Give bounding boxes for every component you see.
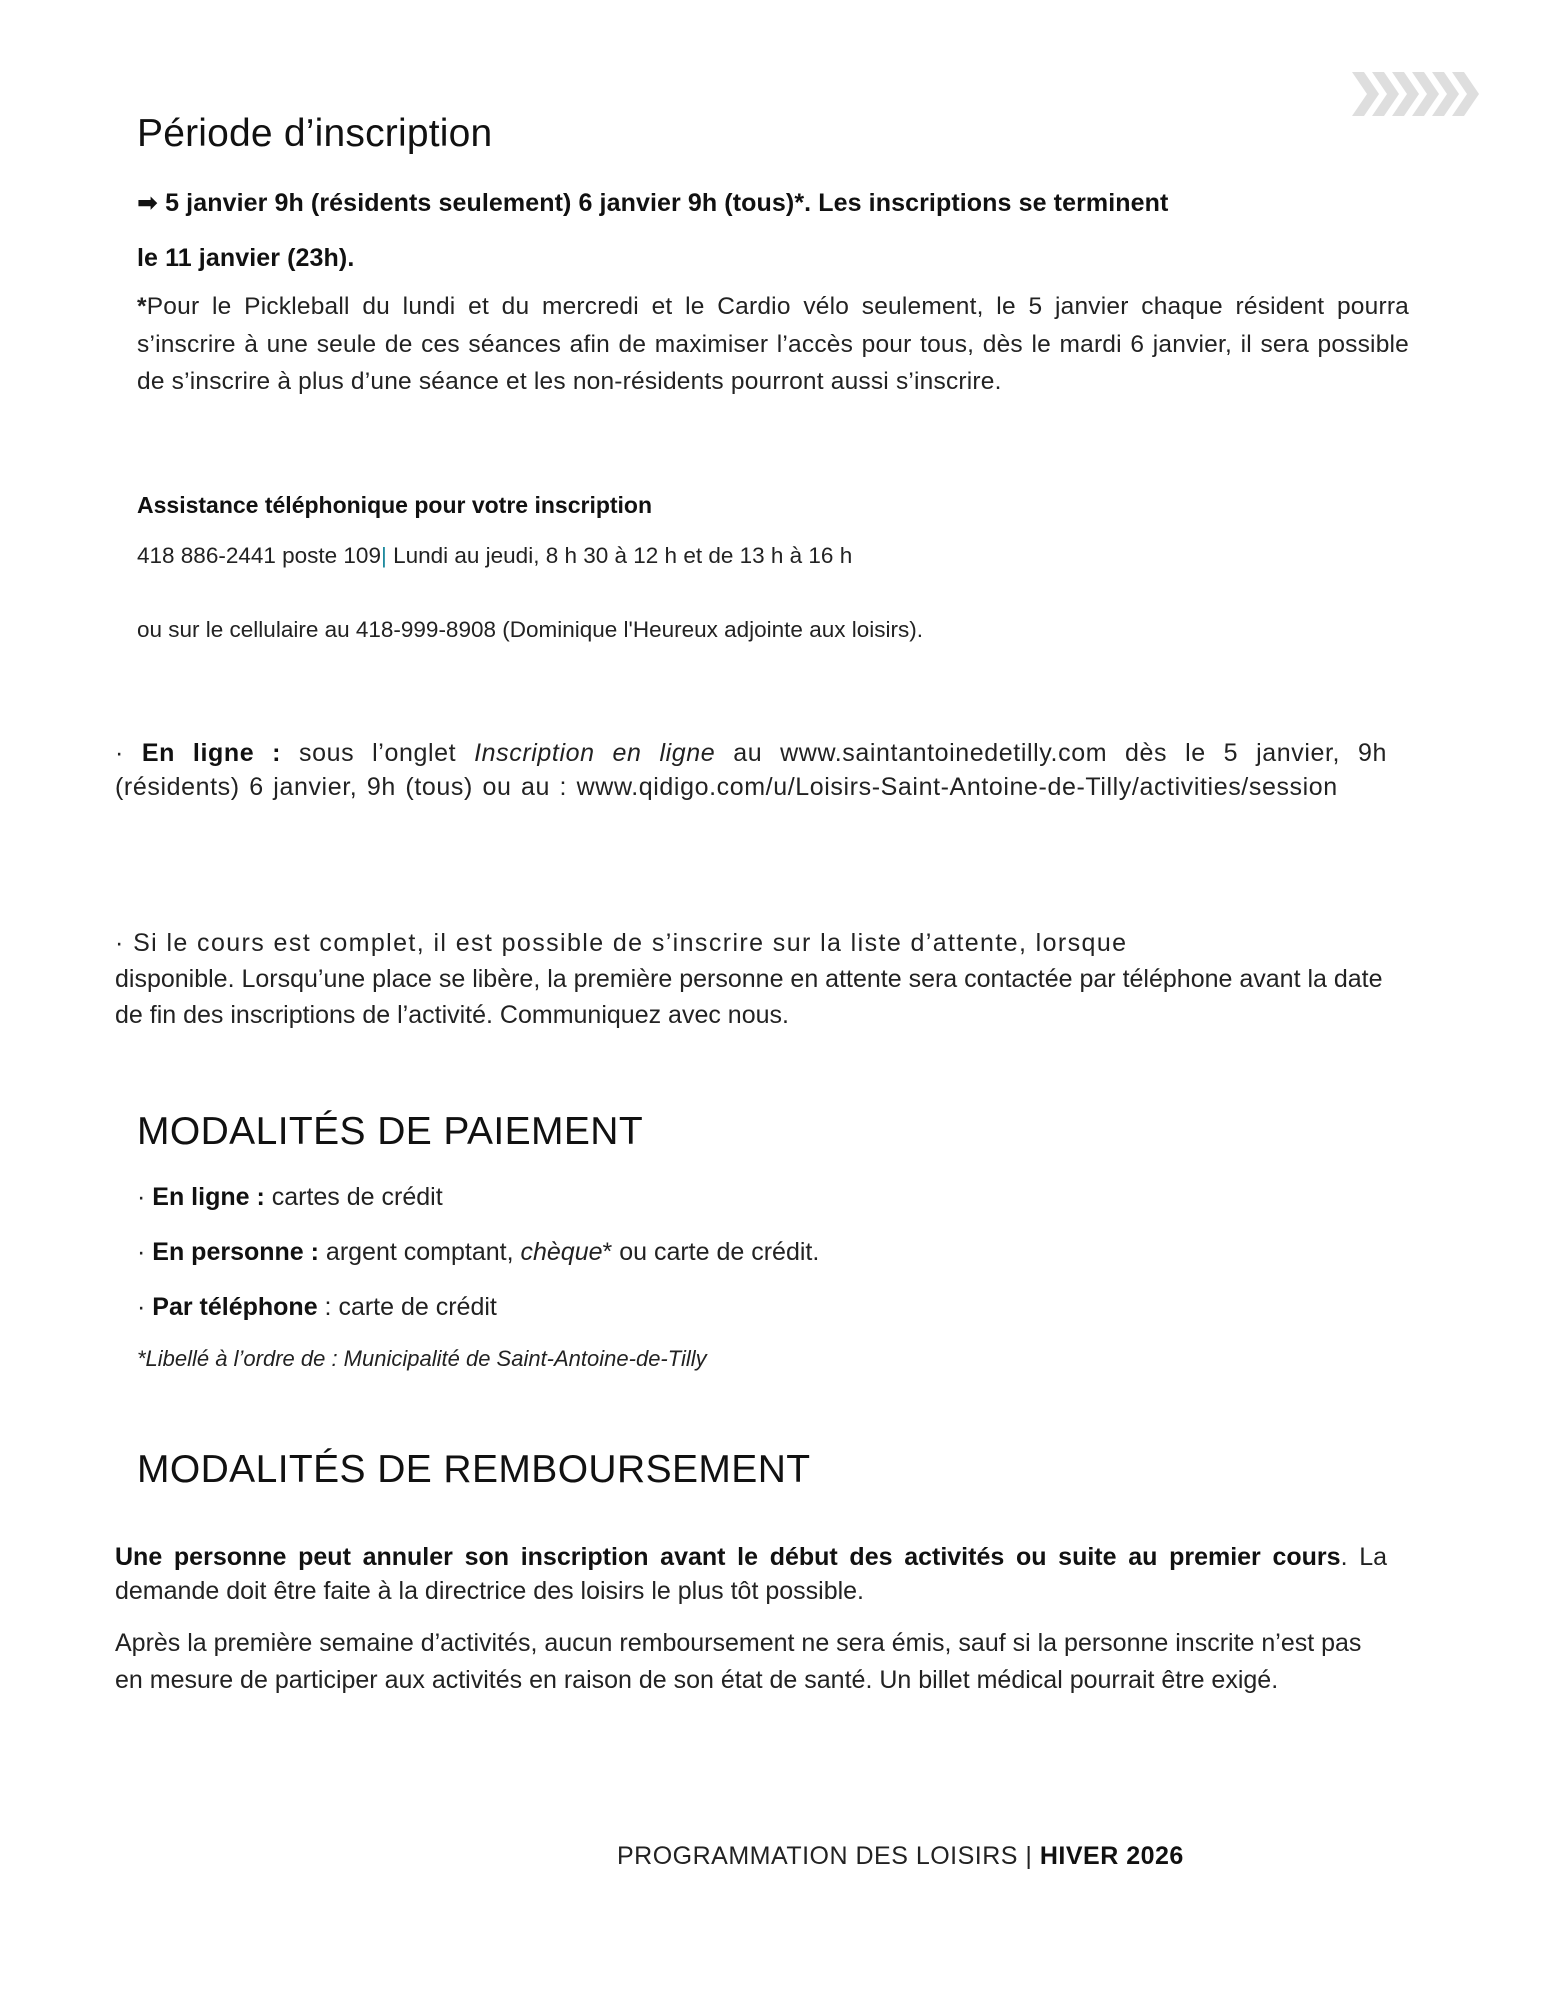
refund-cancellation-paragraph xyxy=(115,1540,1387,1608)
payment-item-phone xyxy=(137,1293,497,1322)
cell-phone-line: ou sur le cellulaire au 418-999-8908 (Dominique l'Heureux adjointe aux loisirs). xyxy=(137,617,923,642)
payment-heading: MODALITÉS DE PAIEMENT xyxy=(137,1110,644,1153)
registration-dates-text: 5 janvier 9h (résidents seulement) 6 janvier 9h (tous)*. Les inscriptions se terminent xyxy=(165,189,1169,217)
online-text: sous l’onglet xyxy=(281,739,475,767)
registration-dates-line xyxy=(137,188,1168,218)
payment-label: Par téléphone xyxy=(152,1293,318,1321)
refund-text: . La demande doit être faite à la directrice des loisirs le plus tôt possible. xyxy=(115,1543,1388,1605)
registration-note xyxy=(137,288,1409,401)
chevrons-decoration-icon xyxy=(1352,68,1487,120)
office-phone: 418 886-2441 poste 109 xyxy=(137,543,381,568)
phone-assistance-line xyxy=(137,543,852,569)
registration-period-heading: Période d’inscription xyxy=(137,112,493,155)
payment-item-online xyxy=(137,1183,443,1212)
office-hours: Lundi au jeudi, 8 h 30 à 12 h et de 13 h à 16 h xyxy=(386,543,853,568)
payment-text: argent comptant, xyxy=(318,1238,521,1266)
payment-label: En ligne : xyxy=(152,1183,265,1211)
online-urls-text: au www.saintantoinedetilly.com dès le 5 janvier, 9h (résidents) 6 janvier, 9h (tous) ou au : www.qidigo.com/u/Loisirs-Saint-Antoine-de-Tilly/activities/session xyxy=(115,739,1388,801)
payment-cheque: chèque xyxy=(520,1238,603,1266)
online-tab-name: Inscription en ligne xyxy=(474,739,716,767)
bullet: · xyxy=(115,739,124,767)
waitlist-paragraph xyxy=(115,925,1387,1033)
footer-season: HIVER 2026 xyxy=(1039,1842,1184,1870)
footer-program: PROGRAMMATION DES LOISIRS | xyxy=(617,1842,1040,1870)
payment-item-in-person xyxy=(137,1238,819,1267)
payment-label: En personne : xyxy=(152,1238,319,1266)
chevron-icon xyxy=(1352,72,1379,116)
note-text: Pour le Pickleball du lundi et du mercredi et le Cardio vélo seulement, le 5 janvier chaque résident pourra s’inscrire à une seule de ces séances afin de maximiser l’accès pour tous, dès le mardi 6 janvier, il sera possible de s’inscrire à plus d’une séance et les non-résidents pourront aussi s’inscrire. xyxy=(137,293,1409,395)
bullet: · xyxy=(137,1293,146,1321)
phone-assistance-heading: Assistance téléphonique pour votre inscription xyxy=(137,492,653,518)
page-footer xyxy=(617,1842,1184,1871)
payment-text: : carte de crédit xyxy=(317,1293,497,1321)
separator: | xyxy=(380,543,387,568)
online-label: En ligne : xyxy=(141,739,282,767)
bullet: · xyxy=(137,1238,146,1266)
refund-emphasis: Une personne peut annuler son inscription avant le début des activités ou suite au premier cours xyxy=(115,1543,1341,1571)
waitlist-rest: disponible. Lorsqu’une place se libère, la première personne en attente sera contactée par téléphone avant la date de fin des inscriptions de l’activité. Communiquez avec nous. xyxy=(115,965,1383,1029)
waitlist-line1: · Si le cours est complet, il est possible de s’inscrire sur la liste d’attente, lorsque xyxy=(115,929,1128,957)
refund-heading: MODALITÉS DE REMBOURSEMENT xyxy=(137,1448,811,1491)
online-registration-paragraph xyxy=(115,736,1387,804)
bullet: · xyxy=(137,1183,146,1211)
payment-text: * ou carte de crédit. xyxy=(602,1238,820,1266)
arrow-right-icon: ➡ xyxy=(137,189,159,217)
payment-text: cartes de crédit xyxy=(264,1183,443,1211)
note-asterisk: * xyxy=(137,293,147,320)
payment-cheque-note: *Libellé à l’ordre de : Municipalité de Saint-Antoine-de-Tilly xyxy=(137,1346,707,1371)
registration-end-line: le 11 janvier (23h). xyxy=(137,244,355,272)
refund-policy-paragraph: Après la première semaine d’activités, aucun remboursement ne sera émis, sauf si la personne inscrite n’est pas en mesure de participer aux activités en raison de son état de santé. Un billet médical pourrait être exigé. xyxy=(115,1629,1362,1694)
